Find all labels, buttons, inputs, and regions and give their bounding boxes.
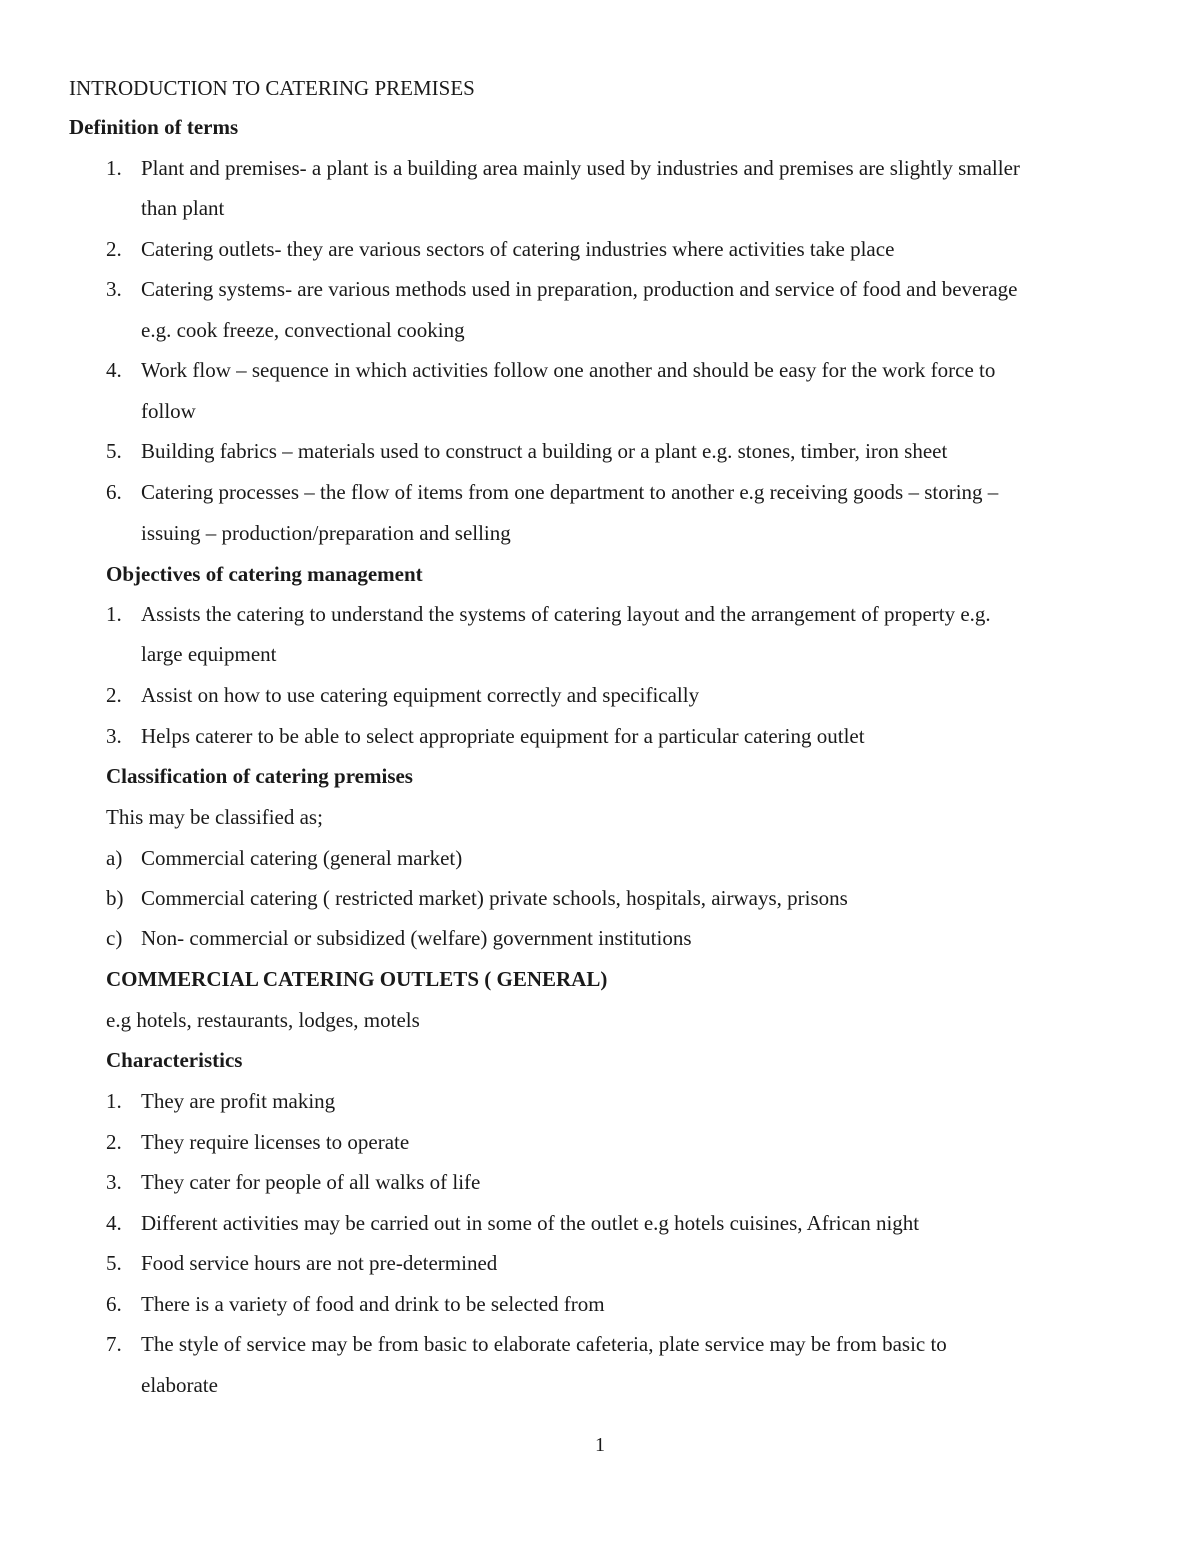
commercial-examples: e.g hotels, restaurants, lodges, motels bbox=[106, 1008, 420, 1032]
classification-heading: Classification of catering premises bbox=[106, 764, 413, 788]
list-number: 4. bbox=[106, 1211, 122, 1235]
list-item-continuation: follow bbox=[141, 399, 196, 423]
list-item: Catering systems- are various methods used in preparation, production and service of food and beverage bbox=[141, 277, 1018, 301]
list-number: 3. bbox=[106, 1170, 122, 1194]
list-number: 3. bbox=[106, 724, 122, 748]
list-letter: a) bbox=[106, 846, 123, 870]
list-number: 4. bbox=[106, 358, 122, 382]
list-letter: c) bbox=[106, 926, 123, 950]
list-item: Catering outlets- they are various sectors of catering industries where activities take place bbox=[141, 237, 895, 261]
list-item-continuation: e.g. cook freeze, convectional cooking bbox=[141, 318, 465, 342]
list-item: They cater for people of all walks of life bbox=[141, 1170, 481, 1194]
objectives-heading: Objectives of catering management bbox=[106, 562, 423, 586]
list-item: They require licenses to operate bbox=[141, 1130, 410, 1154]
list-item: Assists the catering to understand the systems of catering layout and the arrangement of property e.g. bbox=[141, 602, 991, 626]
list-item: Different activities may be carried out in some of the outlet e.g hotels cuisines, African night bbox=[141, 1211, 920, 1235]
characteristics-heading: Characteristics bbox=[106, 1048, 243, 1072]
list-item: Plant and premises- a plant is a building area mainly used by industries and premises are slightly smaller bbox=[141, 156, 1020, 180]
list-item: Catering processes – the flow of items from one department to another e.g receiving goods – storing – bbox=[141, 480, 999, 504]
list-item: The style of service may be from basic to elaborate cafeteria, plate service may be from basic to bbox=[141, 1332, 947, 1356]
list-item: Food service hours are not pre-determined bbox=[141, 1251, 498, 1275]
page-number: 1 bbox=[595, 1434, 605, 1456]
list-number: 2. bbox=[106, 237, 122, 261]
list-item: They are profit making bbox=[141, 1089, 336, 1113]
list-number: 7. bbox=[106, 1332, 122, 1356]
document-title: INTRODUCTION TO CATERING PREMISES bbox=[69, 76, 475, 100]
list-letter: b) bbox=[106, 886, 124, 910]
classification-intro: This may be classified as; bbox=[106, 805, 323, 829]
list-item: Non- commercial or subsidized (welfare) government institutions bbox=[141, 926, 692, 950]
list-item-continuation: than plant bbox=[141, 196, 225, 220]
list-number: 3. bbox=[106, 277, 122, 301]
commercial-heading: COMMERCIAL CATERING OUTLETS ( GENERAL) bbox=[106, 967, 608, 991]
list-number: 5. bbox=[106, 1251, 122, 1275]
list-item: There is a variety of food and drink to be selected from bbox=[141, 1292, 605, 1316]
list-number: 1. bbox=[106, 156, 122, 180]
list-number: 1. bbox=[106, 602, 122, 626]
list-item: Building fabrics – materials used to construct a building or a plant e.g. stones, timber, iron sheet bbox=[141, 439, 948, 463]
definition-heading: Definition of terms bbox=[69, 115, 239, 139]
list-item-continuation: large equipment bbox=[141, 642, 277, 666]
list-item: Assist on how to use catering equipment correctly and specifically bbox=[141, 683, 700, 707]
list-item-continuation: issuing – production/preparation and selling bbox=[141, 521, 511, 545]
list-item: Commercial catering (general market) bbox=[141, 846, 463, 870]
list-item: Helps caterer to be able to select appropriate equipment for a particular catering outlet bbox=[141, 724, 865, 748]
list-number: 2. bbox=[106, 1130, 122, 1154]
list-number: 6. bbox=[106, 1292, 122, 1316]
list-number: 6. bbox=[106, 480, 122, 504]
list-item: Commercial catering ( restricted market) private schools, hospitals, airways, prisons bbox=[141, 886, 848, 910]
list-number: 2. bbox=[106, 683, 122, 707]
list-item: Work flow – sequence in which activities follow one another and should be easy for the work force to bbox=[141, 358, 996, 382]
list-item-continuation: elaborate bbox=[141, 1373, 218, 1397]
list-number: 1. bbox=[106, 1089, 122, 1113]
list-number: 5. bbox=[106, 439, 122, 463]
